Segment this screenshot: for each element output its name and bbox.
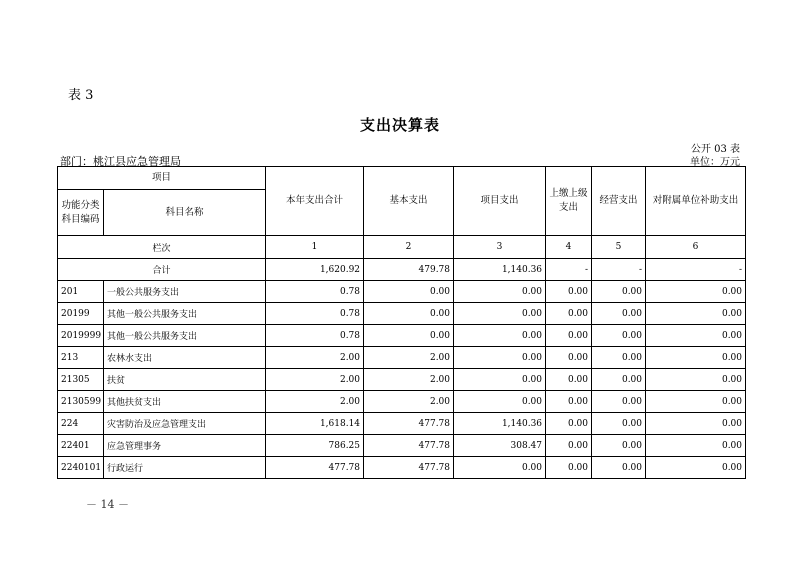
header-basic: 基本支出 bbox=[364, 167, 454, 236]
table-row bbox=[58, 325, 746, 347]
amount-cell: 0.00 bbox=[454, 391, 546, 413]
subject-code: 22401 bbox=[58, 435, 104, 457]
amount-cell: 477.78 bbox=[364, 413, 454, 435]
amount-cell: 0.00 bbox=[592, 413, 646, 435]
table-label: 表 3 bbox=[68, 88, 94, 103]
form-code: 公开 03 表 bbox=[690, 144, 740, 155]
table-row bbox=[58, 347, 746, 369]
lane-label: 栏次 bbox=[58, 236, 266, 259]
total-value: 1,620.92 bbox=[266, 259, 364, 281]
amount-cell: 0.00 bbox=[646, 325, 746, 347]
amount-cell: 0.00 bbox=[592, 303, 646, 325]
amount-cell: 0.00 bbox=[546, 369, 592, 391]
table-row bbox=[58, 413, 746, 435]
amount-cell: 0.00 bbox=[646, 303, 746, 325]
amount-cell: 0.78 bbox=[266, 325, 364, 347]
amount-cell: 0.00 bbox=[646, 369, 746, 391]
amount-cell: 0.00 bbox=[592, 391, 646, 413]
subject-name: 扶贫 bbox=[104, 369, 266, 391]
page-number: － 14 － bbox=[86, 498, 129, 511]
amount-cell: 2.00 bbox=[364, 347, 454, 369]
amount-cell: 1,618.14 bbox=[266, 413, 364, 435]
total-row bbox=[58, 259, 746, 281]
table-row bbox=[58, 369, 746, 391]
amount-cell: 0.00 bbox=[546, 325, 592, 347]
amount-cell: 786.25 bbox=[266, 435, 364, 457]
total-value: 479.78 bbox=[364, 259, 454, 281]
amount-cell: 0.00 bbox=[454, 457, 546, 479]
total-value: 1,140.36 bbox=[454, 259, 546, 281]
header-func-code: 功能分类科目编码 bbox=[58, 190, 104, 236]
amount-cell: 0.00 bbox=[454, 281, 546, 303]
subject-name: 灾害防治及应急管理支出 bbox=[104, 413, 266, 435]
total-value: - bbox=[646, 259, 746, 281]
amount-cell: 0.00 bbox=[592, 347, 646, 369]
document-title: 支出决算表 bbox=[359, 116, 440, 134]
amount-cell: 0.00 bbox=[546, 347, 592, 369]
header-row-1 bbox=[58, 167, 746, 190]
amount-cell: 0.00 bbox=[546, 303, 592, 325]
amount-cell: 2.00 bbox=[364, 369, 454, 391]
amount-cell: 0.00 bbox=[646, 391, 746, 413]
amount-cell: 0.00 bbox=[592, 457, 646, 479]
table-row bbox=[58, 281, 746, 303]
subject-name: 应急管理事务 bbox=[104, 435, 266, 457]
amount-cell: 0.00 bbox=[454, 325, 546, 347]
amount-cell: 0.00 bbox=[546, 435, 592, 457]
total-value: - bbox=[592, 259, 646, 281]
amount-cell: 0.00 bbox=[646, 281, 746, 303]
subject-name: 一般公共服务支出 bbox=[104, 281, 266, 303]
subject-name: 其他一般公共服务支出 bbox=[104, 325, 266, 347]
amount-cell: 0.78 bbox=[266, 303, 364, 325]
amount-cell: 2.00 bbox=[364, 391, 454, 413]
subject-code: 21305 bbox=[58, 369, 104, 391]
subject-name: 农林水支出 bbox=[104, 347, 266, 369]
lane-num: 1 bbox=[266, 236, 364, 259]
amount-cell: 477.78 bbox=[266, 457, 364, 479]
amount-cell: 0.00 bbox=[454, 369, 546, 391]
amount-cell: 0.00 bbox=[364, 303, 454, 325]
table-row bbox=[58, 303, 746, 325]
amount-cell: 0.00 bbox=[646, 347, 746, 369]
subject-code: 201 bbox=[58, 281, 104, 303]
subject-code: 2019999 bbox=[58, 325, 104, 347]
amount-cell: 477.78 bbox=[364, 457, 454, 479]
amount-cell: 2.00 bbox=[266, 391, 364, 413]
header-total: 本年支出合计 bbox=[266, 167, 364, 236]
amount-cell: 0.00 bbox=[592, 369, 646, 391]
amount-cell: 0.00 bbox=[546, 391, 592, 413]
table-row bbox=[58, 457, 746, 479]
subject-code: 20199 bbox=[58, 303, 104, 325]
amount-cell: 308.47 bbox=[454, 435, 546, 457]
amount-cell: 0.00 bbox=[454, 303, 546, 325]
amount-cell: 0.00 bbox=[592, 281, 646, 303]
subject-name: 其他一般公共服务支出 bbox=[104, 303, 266, 325]
subject-name: 其他扶贫支出 bbox=[104, 391, 266, 413]
lane-num: 2 bbox=[364, 236, 454, 259]
header-upper: 上缴上级支出 bbox=[546, 167, 592, 236]
lane-row bbox=[58, 236, 746, 259]
lane-num: 4 bbox=[546, 236, 592, 259]
total-value: - bbox=[546, 259, 592, 281]
subject-code: 213 bbox=[58, 347, 104, 369]
amount-cell: 0.00 bbox=[646, 413, 746, 435]
amount-cell: 0.00 bbox=[546, 413, 592, 435]
lane-num: 3 bbox=[454, 236, 546, 259]
amount-cell: 0.00 bbox=[364, 325, 454, 347]
amount-cell: 0.00 bbox=[454, 347, 546, 369]
amount-cell: 477.78 bbox=[364, 435, 454, 457]
amount-cell: 0.00 bbox=[592, 435, 646, 457]
amount-cell: 1,140.36 bbox=[454, 413, 546, 435]
subject-code: 224 bbox=[58, 413, 104, 435]
subject-code: 2240101 bbox=[58, 457, 104, 479]
amount-cell: 2.00 bbox=[266, 347, 364, 369]
amount-cell: 0.00 bbox=[364, 281, 454, 303]
lane-num: 5 bbox=[592, 236, 646, 259]
department-label: 部门：桃江县应急管理局 bbox=[60, 155, 181, 168]
total-label: 合计 bbox=[58, 259, 266, 281]
table-row bbox=[58, 391, 746, 413]
subject-code: 2130599 bbox=[58, 391, 104, 413]
amount-cell: 0.00 bbox=[546, 457, 592, 479]
lane-num: 6 bbox=[646, 236, 746, 259]
amount-cell: 0.00 bbox=[646, 435, 746, 457]
amount-cell: 0.00 bbox=[546, 281, 592, 303]
amount-cell: 0.78 bbox=[266, 281, 364, 303]
amount-cell: 0.00 bbox=[592, 325, 646, 347]
unit-label: 单位：万元 bbox=[690, 157, 740, 168]
amount-cell: 2.00 bbox=[266, 369, 364, 391]
table-row bbox=[58, 435, 746, 457]
amount-cell: 0.00 bbox=[646, 457, 746, 479]
subject-name: 行政运行 bbox=[104, 457, 266, 479]
header-project-exp: 项目支出 bbox=[454, 167, 546, 236]
header-business: 经营支出 bbox=[592, 167, 646, 236]
header-project: 项目 bbox=[58, 167, 266, 190]
header-subsidy: 对附属单位补助支出 bbox=[646, 167, 746, 236]
expenditure-table bbox=[57, 166, 746, 479]
header-subject-name: 科目名称 bbox=[104, 190, 266, 236]
